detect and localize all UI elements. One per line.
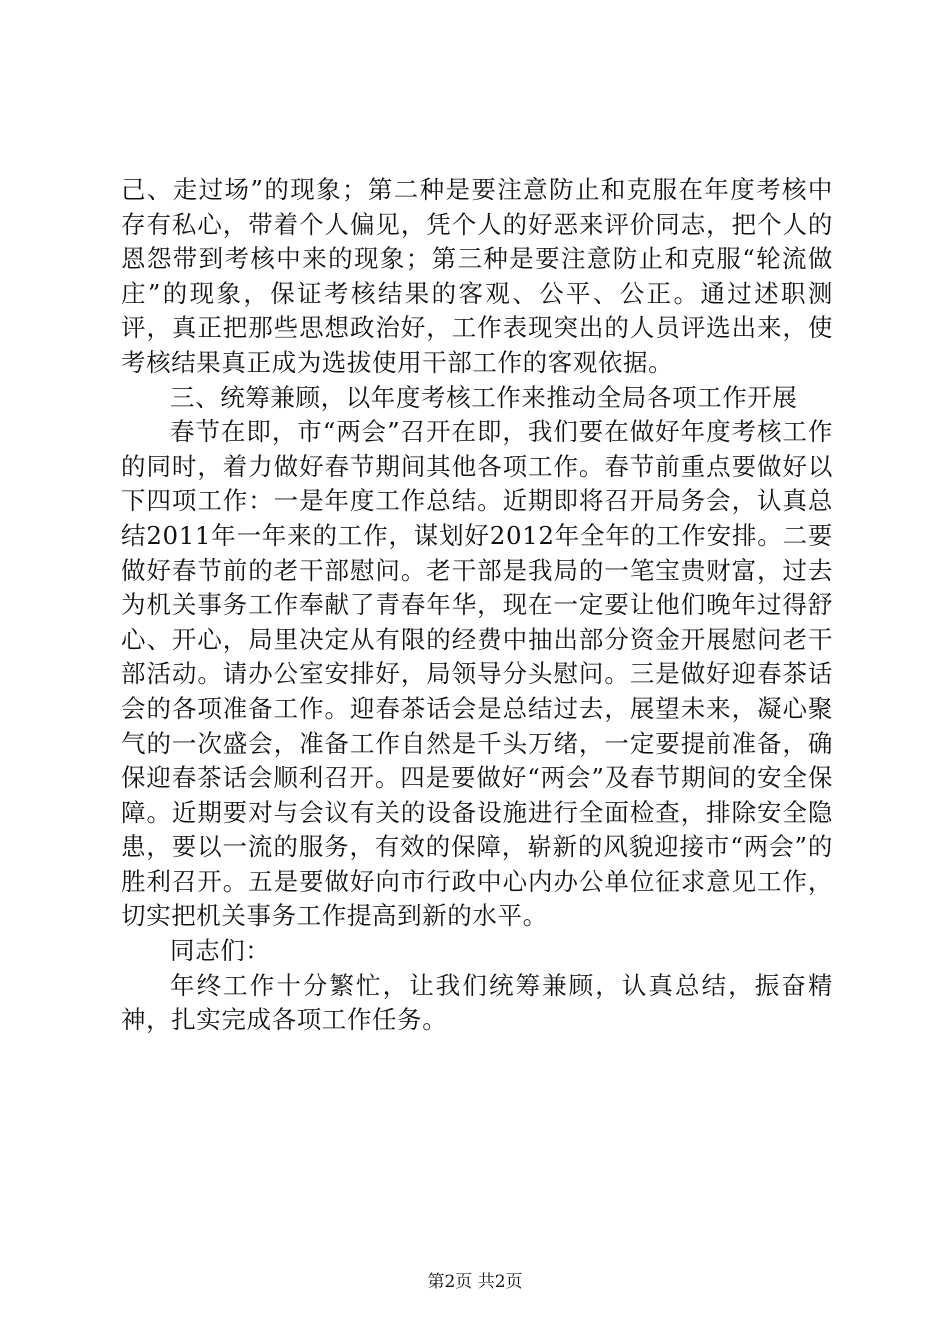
document-body bbox=[121, 173, 833, 1038]
paragraph-continuation: 己、走过场”的现象；第二种是要注意防止和克服在年度考核中存有私心，带着个人偏见，凭个人的好恶来评价同志，把个人的恩怨带到考核中来的现象；第三种是要注意防止和克服“轮流做庄”的现象，保证考核结果的客观、公平、公正。通过述职测评，真正把那些思想政治好，工作表现突出的人员评选出来，使考核结果真正成为选拔使用干部工作的客观依据。 bbox=[121, 175, 833, 377]
page-number-footer: 第2页 共2页 bbox=[427, 1272, 523, 1292]
section-heading: 三、统筹兼顾，以年度考核工作来推动全局各项工作开展 bbox=[170, 382, 798, 412]
paragraph-spring-festival-work: 春节在即，市“两会”召开在即，我们要在做好年度考核工作的同时，着力做好春节期间其他各项工作。春节前重点要做好以下四项工作：一是年度工作总结。近期即将召开局务会，认真总结2011年一年来的工作，谋划好2012年全年的工作安排。二要做好春节前的老干部慰问。老干部是我局的一笔宝贵财富，过去为机关事务工作奉献了青春年华，现在一定要让他们晚年过得舒心、开心，局里决定从有限的经费中抽出部分资金开展慰问老干部活动。请办公室安排好，局领导分头慰问。三是做好迎春茶话会的各项准备工作。迎春茶话会是总结过去，展望未来，凝心聚气的一次盛会，准备工作自然是千头万绪，一定要提前准备，确保迎春茶话会顺利召开。四是要做好“两会”及春节期间的安全保障。近期要对与会议有关的设备设施进行全面检查，排除安全隐患，要以一流的服务，有效的保障，崭新的风貌迎接市“两会”的胜利召开。五是要做好向市行政中心内办公单位征求意见工作，切实把机关事务工作提高到新的水平。 bbox=[121, 417, 833, 931]
paragraph-closing: 年终工作十分繁忙，让我们统筹兼顾，认真总结，振奋精神，扎实完成各项工作任务。 bbox=[121, 970, 833, 1035]
salutation: 同志们： bbox=[170, 936, 271, 966]
